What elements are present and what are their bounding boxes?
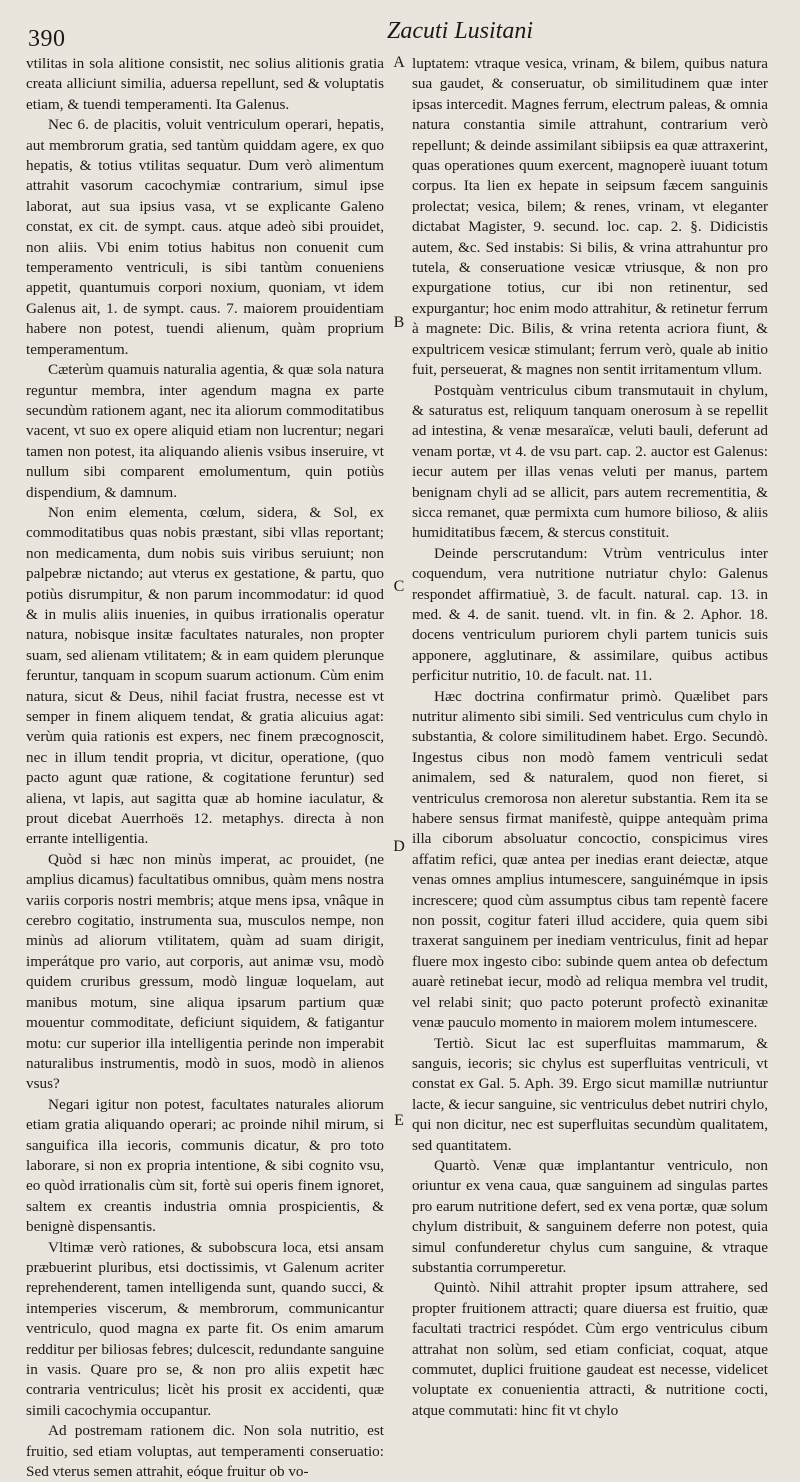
- margin-letter-c: C: [393, 578, 405, 595]
- paragraph: Tertiò. Sicut lac est superfluitas mammarum, & sanguis, iecoris; sic chylus est superfluitas ventriculi, vt constat ex Gal. 5. Aph. 39. Ergo sicut mamillæ nutriuntur lacte, & iecur sanguine, sic ventriculus debet nutriri chylo, qui non dicitur, nec est superfluitas secundùm qualitatem, sed quantitatem.: [412, 1034, 768, 1154]
- margin-letter-e: E: [394, 1112, 404, 1129]
- paragraph: Quartò. Venæ quæ implantantur ventriculo, non oriuntur ex vena caua, quæ sanguinem ad singulas partes pro earum nutritione defert, sed ex vena portæ, quæ solum chylum distribuit, & sanguinem deferre non potest, quia simul confunderetur chylus cum sanguine, & vtraque substantia corrumperetur.: [412, 1156, 768, 1276]
- paragraph: Deinde perscrutandum: Vtrùm ventriculus inter coquendum, vera nutritione nutriatur chylo: Galenus respondet affirmatiuè, 3. de facult. natural. cap. 13. in med. & 4. de sanit. tuend. vlt. in fin. & 2. Aphor. 18. docens ventriculum puriorem chyli partem tunicis suis apponere, agglutinare, & assimilare, quibus actibus perficitur nutritio, 10. de facult. nat. 11.: [412, 544, 768, 685]
- running-title: Zacuti Lusitani: [386, 18, 534, 44]
- page-number: 390: [28, 26, 66, 52]
- paragraph: vtilitas in sola alitione consistit, nec solius alitionis gratia creata alliciunt similia, aduersa repellunt, sed & voluptatis etiam, & tuendi temperamenti. Ita Galenus.: [26, 55, 384, 113]
- margin-letter-d: D: [393, 838, 405, 855]
- margin-letter-b: B: [393, 314, 405, 331]
- left-column: [26, 54, 384, 1482]
- paragraph: Ad postremam rationem dic. Non sola nutritio, est fruitio, sed etiam voluptas, aut temperamenti conseruatio: Sed vterus semen attrahit, eóque fruitur ob vo-: [26, 1422, 384, 1481]
- paragraph: Negari igitur non potest, facultates naturales aliorum etiam gratia aliquando operari; ac proinde nihil mirum, si sanguifica illa iecoris, communis dicatur, & pro toto laborare, si non ex propria intentione, & sibi cognito vsu, eo quòd irrationalis cùm sit, fortè sui operis finem ignoret, saltem ex creantis industria omnia prospicientis, & benignè dispensantis.: [26, 1095, 384, 1236]
- paragraph: Cæterùm quamuis naturalia agentia, & quæ sola natura reguntur membra, inter agendum magna ex parte secundùm rationem agant, nec ita aliorum commoditatibus vacent, vt suo ex opere aliquid etiam non lucrentur; negari tamen non potest, ita aliquando alienis vsibus inseruire, vt nullum sibi comparent emolumentum, quin potiùs dispendium, & damnum.: [26, 361, 384, 501]
- paragraph: luptatem: vtraque vesica, vrinam, & bilem, quibus natura sua gaudet, & conseruatur, ob similitudinem quæ inter ipsas intercedit. Magnes ferrum, electrum paleas, & omnia natura constantia simile attrahunt, contrarium verò repellunt; & deinde assimilant sibiipsis ea quæ attraxerint, quas operationes quum exercent, magnoperè iuuant totum corpus. Ita lien ex hepate in seipsum fæcem sanguinis prolectat; vesica, bilem; & renes, vrinam, vt eleganter dictabat Magister, 9. secund. loc. cap. 2. §. Didicistis autem, &c. Sed instabis: Si bilis, & vrina attrahuntur pro tutela, & conseruatione vesicæ vtriusque, & non pro expurgatione totius, cur ibi non retinentur, sed expurgantur; hoc enim modo attrahitur, & retinetur ferrum à magnete: Dic. Bilis, & vrina retenta acriora fiunt, & expultricem vesicæ stimulant; ferrum verò, quale ab initio fuit, perseuerat, & magnes non sentit irritamentum vllum.: [412, 55, 768, 379]
- paragraph: Nec 6. de placitis, voluit ventriculum operari, hepatis, aut membrorum gratia, sed tantùm quiddam agere, ex quo hepatis, & totius vtilitas sequatur. Dum verò alimentum attrahit vasorum cacochymiæ contrarium, simul ipse laborat, aut sua ipsius vasa, vt se explicante Galeno constat, ex cit. de sympt. caus. atque adeò sibi prouidet, non aliis. Vbi enim totius habitus non conuenit cum temperamento ventriculi, is sibi tantùm conueniens appetit, quantumuis corpori noxium, quoniam, vt idem Galenus ait, 1. de sympt. caus. 7. maiorem prouidentiam habere non potest, tuendi alienum, quàm proprium temperamentum.: [26, 116, 384, 358]
- paragraph: Postquàm ventriculus cibum transmutauit in chylum, & saturatus est, reliquum tanquam onerosum à se repellit ad intestina, & venæ mesaraïcæ, veluti bauli, deferunt ad venam portæ, vt 4. de vsu part. cap. 2. auctor est Galenus: iecur autem per illas venas veluti per manus, partem benignam chyli ad se allicit, pars autem recrementitia, & sicca remanet, quæ permixta cum humore bilioso, & aliis humiditatibus fæcem, & stercus constituit.: [412, 381, 768, 542]
- paragraph: Vltimæ verò rationes, & subobscura loca, etsi ansam præbuerint pluribus, etsi doctissimis, vt Galenum acriter reprehenderent, tamen intelligenda sunt, quando succi, & intemperies viscerum, & membrorum, communicantur ventriculo, quod magna ex parte fit. Os enim amarum redditur per biliosas febres; dulcescit, redundante sanguine in vasis. Quare pro se, & non pro aliis expetit hæc contraria ventriculus; licèt his prosit ex accidenti, quæ simili cacochymia occupantur.: [26, 1238, 384, 1419]
- paragraph: Hæc doctrina confirmatur primò. Quælibet pars nutritur alimento sibi simili. Sed ventriculus cum chylo in substantia, & colore similitudinem habet. Ergo. Secundò. Ingestus cibus non modò famem ventriculi sedat animalem, sed & naturalem, quod non fieret, si ventriculus cremorosa non aleretur substantia. Rem ita se habere sensus firmat manifestè, quippe antequàm prima illa ciborum absoluatur concoctio, conspicimus vires affatim refici, quæ antea per inedias erant deiectæ, atque venas omnes amplius intumescere, sanguinémque in ipsis increscere; quod cùm assumptus cibus tam repentè facere non possit, cogitur fateri illud accidere, quia quem sibi traxerat sanguinem per inediam ventriculus, finit ad hepar fluere mox ingesto cibo: subinde quem antea ob defectum auarè retinebat iecur, modò ad reliqua membra vel trudit, vel relabi sinit; quo pacto poterunt profectò exinanitæ venæ pauculo momento in maiorem molem intumescere.: [412, 687, 768, 1032]
- paragraph: Quòd si hæc non minùs imperat, ac prouidet, (ne amplius dicamus) facultatibus omnibus, quàm mens nostra variis corporis nostri membris; atque mens ipsa, vnâque in cerebro cogitatio, instrumenta sua, musculos nempe, non minùs ad aliorum vtilitatem, quàm ad suam dirigit, imperátque pro vario, aut corporis, aut animæ vsu, modò quidem cruribus gressum, modò linguæ loquelam, aut manibus motum, sine aliqua ipsarum partium quæ mouentur commoditate, deficiunt siquidem, & fatigantur motu: cur superior illa intelligentia perinde non imperabit naturalibus instrumentis, modò in suos, modò in alienos vsus?: [26, 850, 384, 1093]
- right-column: [412, 54, 768, 1421]
- paragraph: Quintò. Nihil attrahit propter ipsum attrahere, sed propter fruitionem attracti; quare diuersa est fruitio, quæ facultati tractrici respódet. Cùm ergo ventriculus cibum attrahat non solùm, sed etiam conficiat, coquat, atque commutet, duplici fruitione gaudeat est necesse, videlicet voluptate ex conuenientia attracti, & nutritione cocti, atque commutati: hinc fit vt chylo: [412, 1279, 768, 1419]
- paragraph: Non enim elementa, cœlum, sidera, & Sol, ex commoditatibus quas nobis præstant, sibi vllas reportant; non medicamenta, dum nobis suis viribus seruiunt; non palpebræ nictando; aut vterus ex gestatione, & partu, quo potiùs disrumpitur, & non parum incommodatur: id quod & in mulis aliis inuenies, in quibus irrationalis operatur natura, nobisque insitæ facultates naturales, non propter suam, sed alienam vtilitatem; & in eam quidem plerunque feruntur, tanquam in scopum suarum actionum. Cùm enim natura, sicut & Deus, nihil faciat frustra, necesse est vt semper in finem aliquem tendat, & gratia alicuius agat: verùm quia rationis est expers, nec finem præcognoscit, nec in illum tendit propria, vt dicitur, operatione, (quo pacto agunt quæ ratione, & cogitatione feruntur) sed aliena, vt lapis, aut sagitta quæ ab homine iaculatur, & prout dicebat Auerrhoës 12. metaphys. directa à non errante intelligentia.: [26, 503, 384, 848]
- margin-letter-a: A: [393, 54, 405, 71]
